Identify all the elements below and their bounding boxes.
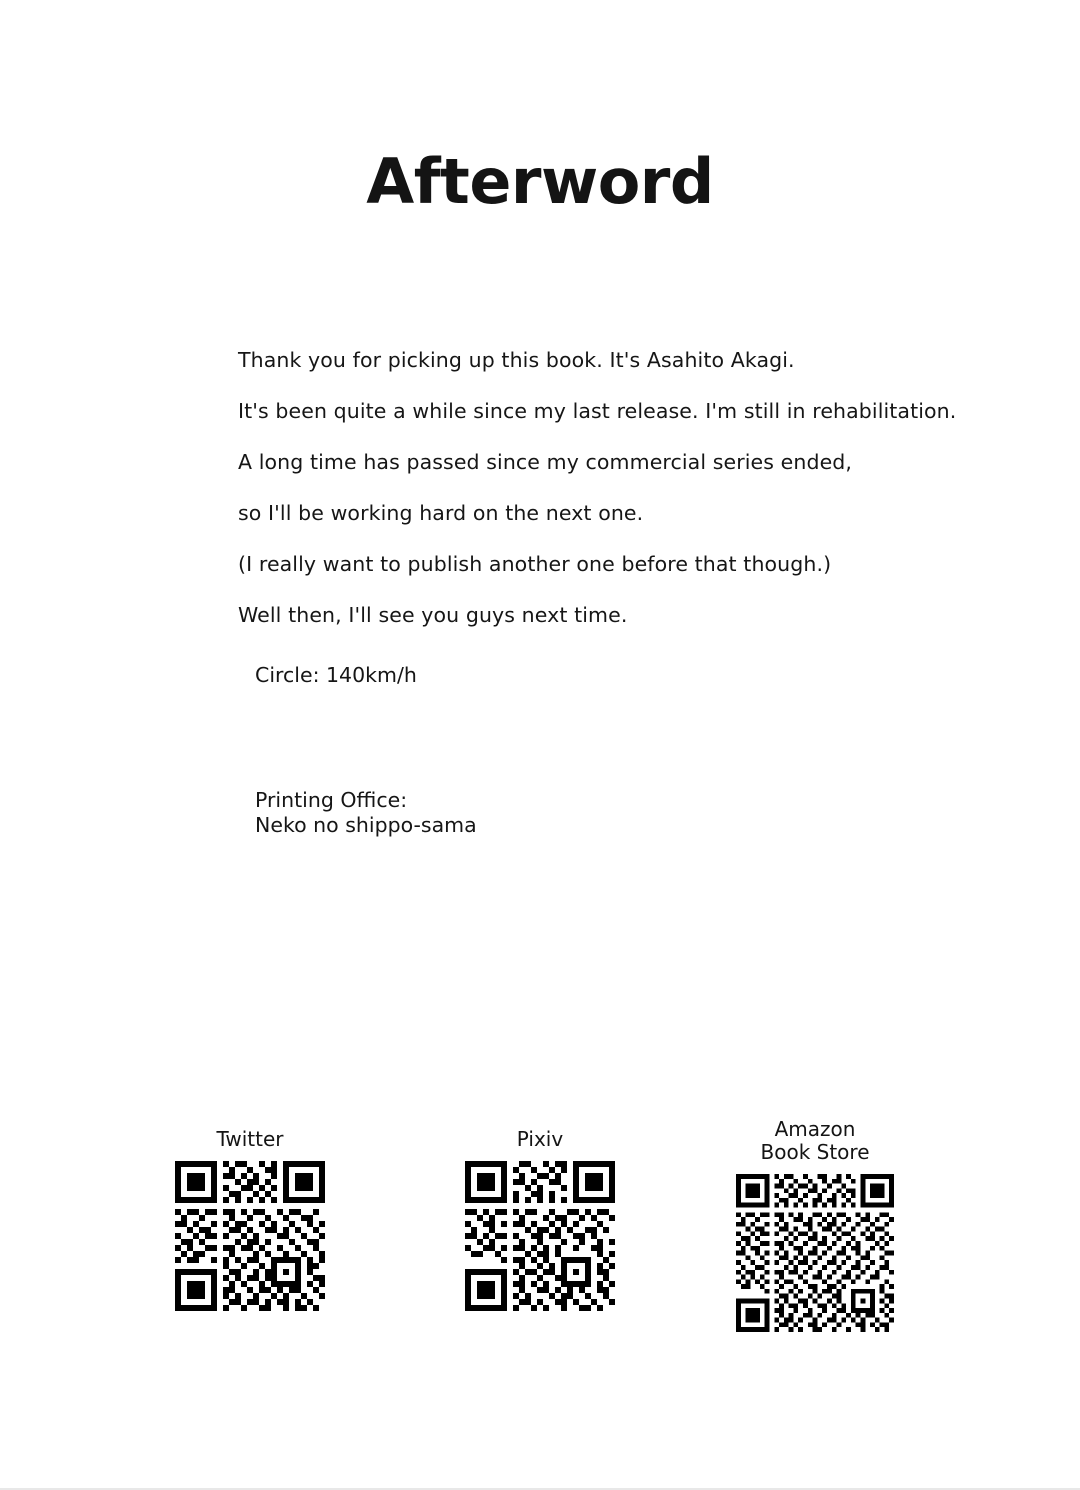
twitter-qr-code[interactable] bbox=[175, 1161, 325, 1311]
qr-label: Pixiv bbox=[516, 1127, 564, 1151]
circle-name: Circle: 140km/h bbox=[255, 663, 417, 687]
printing-office-name: Neko no shippo-sama bbox=[255, 813, 477, 837]
amazon-book-store-qr-code[interactable] bbox=[736, 1174, 894, 1332]
qr-links-row bbox=[120, 1110, 1000, 1340]
qr-label: Twitter bbox=[216, 1127, 284, 1151]
afterword-body bbox=[238, 322, 957, 654]
page-title: Afterword bbox=[366, 145, 714, 218]
qr-link-pixiv[interactable] bbox=[420, 1128, 660, 1311]
afterword-line: Well then, I'll see you guys next time. bbox=[238, 602, 628, 627]
afterword-line: Thank you for picking up this book. It's Asahito Akagi. bbox=[238, 347, 795, 372]
afterword-line: (I really want to publish another one before that though.) bbox=[238, 551, 832, 576]
afterword-line: so I'll be working hard on the next one. bbox=[238, 500, 644, 525]
printing-office-label: Printing Office: bbox=[255, 788, 408, 812]
afterword-line: A long time has passed since my commercial series ended, bbox=[238, 449, 853, 474]
qr-link-twitter[interactable] bbox=[130, 1128, 370, 1311]
pixiv-qr-code[interactable] bbox=[465, 1161, 615, 1311]
printing-office bbox=[255, 788, 477, 838]
qr-link-amazon-book-store[interactable] bbox=[695, 1118, 935, 1332]
afterword-line: It's been quite a while since my last release. I'm still in rehabilitation. bbox=[238, 398, 957, 423]
qr-label: Amazon Book Store bbox=[760, 1117, 870, 1164]
